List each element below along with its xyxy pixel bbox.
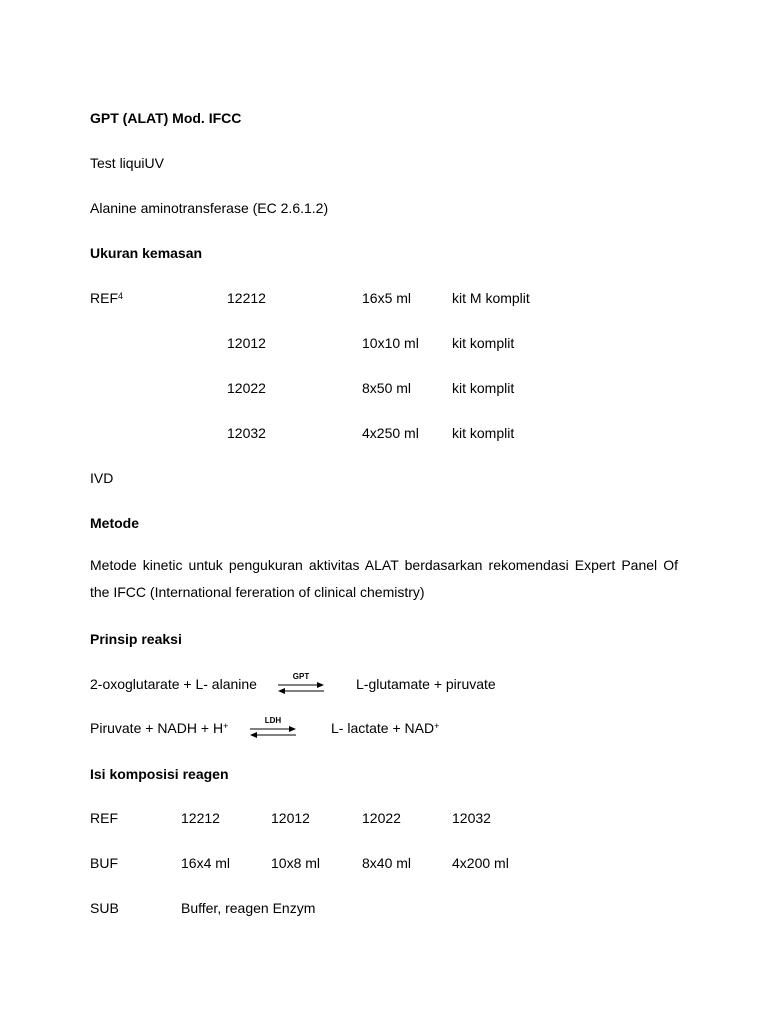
packaging-size: 4x250 ml	[362, 425, 419, 441]
packaging-ref: 12032	[227, 425, 266, 441]
table-cell: 12212	[181, 810, 220, 826]
equilibrium-arrow-icon	[276, 672, 326, 696]
packaging-kit: kit komplit	[452, 380, 515, 396]
table-cell: 8x40 ml	[362, 855, 412, 871]
ref-label: REF$^4$	[90, 290, 124, 306]
equilibrium-arrow-icon	[248, 716, 298, 740]
packaging-size: 10x10 ml	[362, 335, 419, 351]
composition-heading: Isi komposisi reagen	[90, 766, 229, 782]
packaging-kit: kit komplit	[452, 425, 515, 441]
table-cell: 4x200 ml	[452, 855, 509, 871]
reaction-1-reactants: 2-oxoglutarate + L- alanine	[90, 676, 257, 692]
table-cell: Buffer, reagen Enzym	[181, 900, 316, 916]
reaction-1-products: L-glutamate + piruvate	[356, 676, 496, 692]
table-cell: 12032	[452, 810, 491, 826]
enzyme-name: Alanine aminotransferase (EC 2.6.1.2)	[90, 200, 329, 216]
reaction-2-reactants: Piruvate + NADH + H+	[90, 720, 229, 736]
document-page	[90, 0, 678, 1024]
document-title: GPT (ALAT) Mod. IFCC	[90, 110, 242, 126]
packaging-ref: 12012	[227, 335, 266, 351]
table-cell: SUB	[90, 900, 119, 916]
packaging-ref: 12022	[227, 380, 266, 396]
test-type: Test liquiUV	[90, 155, 164, 171]
packaging-kit: kit komplit	[452, 335, 515, 351]
packaging-size: 16x5 ml	[362, 290, 412, 306]
reaction-2-products: L- lactate + NAD+	[331, 720, 440, 736]
packaging-ref: 12212	[227, 290, 266, 306]
reaction-2-enzyme: LDH	[264, 716, 282, 725]
packaging-size: 8x50 ml	[362, 380, 412, 396]
packaging-kit: kit M komplit	[452, 290, 530, 306]
packaging-heading: Ukuran kemasan	[90, 245, 203, 261]
method-heading: Metode	[90, 515, 139, 531]
table-cell: 10x8 ml	[271, 855, 321, 871]
table-cell: REF	[90, 810, 118, 826]
ivd-label: IVD	[90, 470, 114, 486]
table-cell: 12012	[271, 810, 310, 826]
ref-superscript: 4	[118, 291, 124, 301]
table-cell: 12022	[362, 810, 401, 826]
table-cell: 16x4 ml	[181, 855, 231, 871]
table-cell: BUF	[90, 855, 118, 871]
method-paragraph: Metode kinetic untuk pengukuran aktivitas ALAT berdasarkan rekomendasi Expert Panel Of the IFCC (International fereration of clinical chemistry)	[90, 557, 678, 600]
reaction-1-enzyme: GPT	[292, 672, 310, 681]
principle-heading: Prinsip reaksi	[90, 631, 182, 647]
